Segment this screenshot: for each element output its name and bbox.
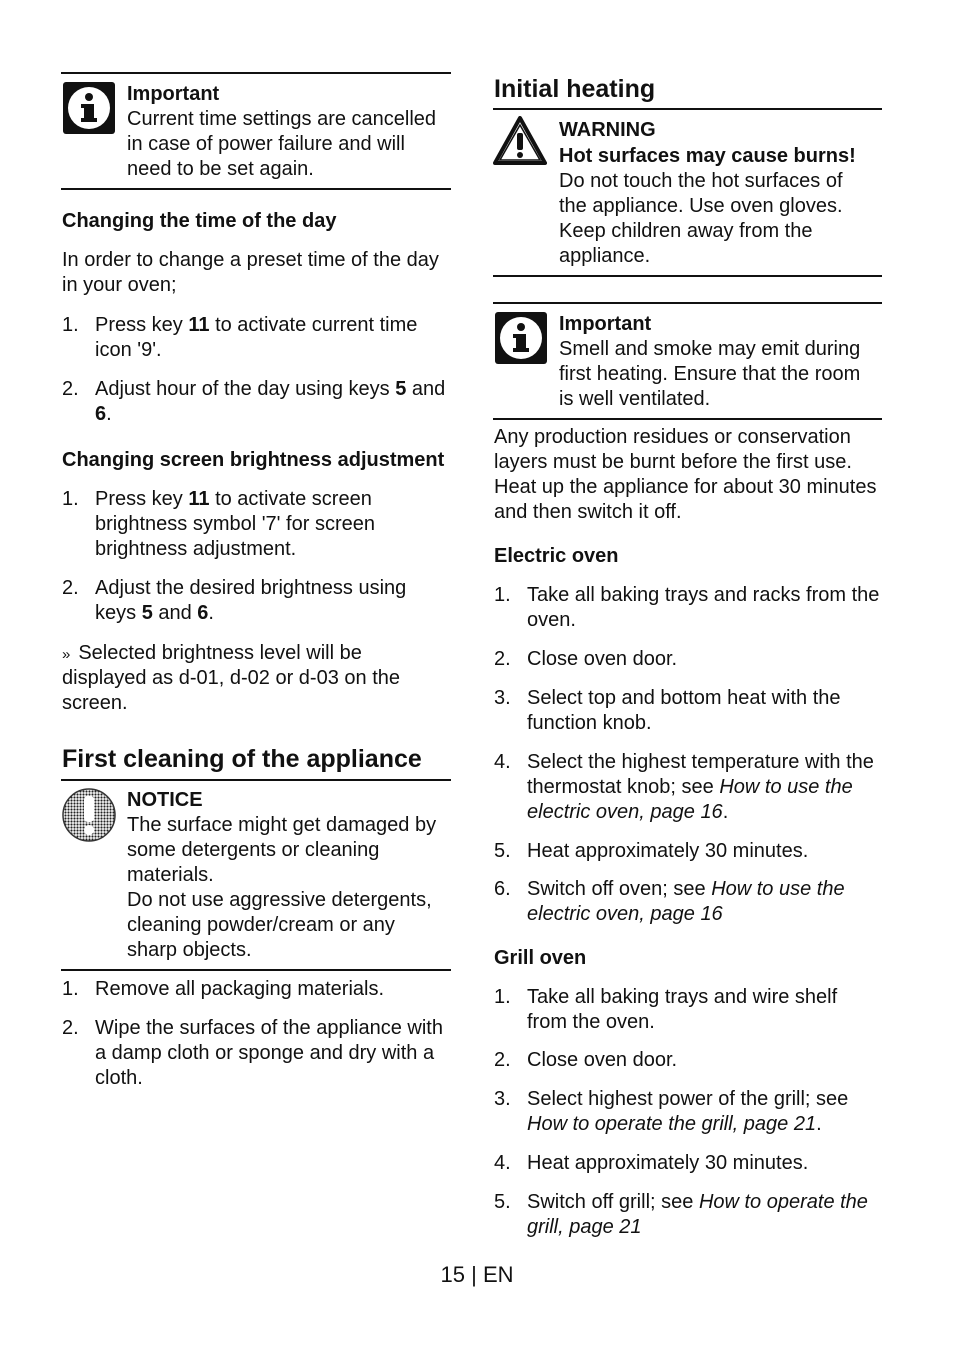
notice-title: NOTICE: [127, 789, 203, 811]
result-marker: »: [62, 646, 71, 663]
text-span: .: [722, 801, 729, 823]
page-footer: [0, 1262, 954, 1288]
important-title: Important: [559, 313, 652, 335]
list-text: brightness adjustment.: [95, 538, 297, 560]
result-line: screen.: [62, 692, 128, 714]
text-span: Press key: [95, 488, 189, 510]
text-span: thermostat knob; see: [527, 776, 720, 798]
subheading: Grill oven: [494, 947, 587, 969]
list-text: [527, 1190, 868, 1215]
key-number: 11: [188, 314, 210, 336]
warning-title: WARNING: [559, 119, 656, 141]
key-number: 5: [141, 602, 153, 624]
list-text: brightness symbol '7' for screen: [95, 513, 375, 535]
paragraph-line: Heat up the appliance for about 30 minutes: [494, 476, 877, 498]
text-span: .: [106, 403, 112, 425]
section-heading: Initial heating: [494, 75, 656, 103]
paragraph-line: and then switch it off.: [494, 501, 682, 523]
divider: [493, 275, 882, 277]
list-text: Select highest power of the grill; see: [527, 1088, 849, 1110]
divider: [493, 302, 882, 304]
list-text: [95, 377, 445, 402]
list-item: [62, 487, 457, 562]
list-number: 5.: [494, 1191, 511, 1213]
paragraph-line: Any production residues or conservation: [494, 426, 851, 448]
list-number: 1.: [62, 488, 79, 510]
list-item: [494, 647, 894, 672]
text-span: to activate current time: [209, 314, 418, 336]
cross-reference: How to use the: [711, 878, 845, 900]
notice-text-line: materials.: [127, 864, 214, 886]
warning-text-line: Keep children away from the: [559, 220, 813, 242]
text-span: .: [816, 1113, 822, 1135]
notice-text-line: cleaning powder/cream or any: [127, 914, 395, 936]
warning-text-line: Do not touch the hot surfaces of: [559, 170, 843, 192]
text-span: keys: [95, 602, 142, 624]
list-number: 2.: [62, 1017, 79, 1039]
divider: [61, 188, 451, 190]
list-text: [95, 487, 372, 512]
list-text: [527, 1215, 642, 1240]
divider: [61, 779, 451, 781]
key-number: 6: [197, 602, 209, 624]
list-number: 5.: [494, 840, 511, 862]
list-text: from the oven.: [527, 1011, 655, 1033]
list-text: [95, 601, 214, 626]
section-heading: First cleaning of the appliance: [62, 745, 422, 773]
list-text: [527, 877, 845, 902]
list-item: [494, 839, 894, 864]
warning-text-line: appliance.: [559, 245, 651, 267]
list-text: [95, 313, 417, 338]
list-text: cloth.: [95, 1067, 143, 1089]
page-number: 15: [440, 1262, 465, 1287]
warning-triangle-icon: [493, 116, 547, 166]
list-item: [494, 583, 894, 633]
text-span: Switch off grill; see: [527, 1191, 699, 1213]
important-title: Important: [127, 83, 220, 105]
list-number: 2.: [62, 577, 79, 599]
important-text-line: Current time settings are cancelled: [127, 108, 437, 130]
list-text: function knob.: [527, 712, 652, 734]
list-text: [527, 775, 853, 800]
result-line: [62, 641, 362, 667]
list-text: Take all baking trays and racks from the: [527, 584, 880, 606]
important-text-line: is well ventilated.: [559, 388, 711, 410]
list-number: 6.: [494, 878, 511, 900]
notice-text-line: The surface might get damaged by: [127, 814, 437, 836]
list-item: [494, 1048, 894, 1073]
info-icon: [62, 81, 116, 135]
list-text: [527, 800, 728, 825]
key-number: 11: [188, 488, 210, 510]
list-number: 4.: [494, 751, 511, 773]
important-text-line: in case of power failure and will: [127, 133, 405, 155]
divider: [61, 969, 451, 971]
list-item: [494, 985, 894, 1035]
notice-text-line: sharp objects.: [127, 939, 252, 961]
list-text: [527, 902, 723, 927]
list-item: [494, 877, 894, 927]
divider: [493, 418, 882, 420]
important-text-line: Smell and smoke may emit during: [559, 338, 861, 360]
list-item: [62, 1016, 457, 1091]
list-number: 3.: [494, 687, 511, 709]
list-text: Remove all packaging materials.: [95, 978, 385, 1000]
list-number: 3.: [494, 1088, 511, 1110]
important-text-line: first heating. Ensure that the room: [559, 363, 861, 385]
text-span: and: [406, 378, 446, 400]
list-number: 1.: [494, 986, 511, 1008]
text-span: to activate screen: [209, 488, 372, 510]
cross-reference: grill, page 21: [527, 1216, 642, 1238]
list-text: Wipe the surfaces of the appliance with: [95, 1017, 443, 1039]
warning-subtitle: Hot surfaces may cause burns!: [559, 145, 856, 167]
list-item: [62, 977, 457, 1002]
list-text: Adjust the desired brightness using: [95, 577, 407, 599]
text-span: .: [208, 602, 214, 624]
list-text: Heat approximately 30 minutes.: [527, 1152, 809, 1174]
cross-reference: How to operate the: [698, 1191, 868, 1213]
divider: [493, 108, 882, 110]
list-number: 1.: [62, 978, 79, 1000]
result-line: displayed as d-01, d-02 or d-03 on the: [62, 667, 400, 689]
list-item: [62, 377, 457, 427]
list-item: [62, 576, 457, 626]
list-text: Close oven door.: [527, 1049, 678, 1071]
paragraph-line: in your oven;: [62, 274, 177, 296]
list-text: Heat approximately 30 minutes.: [527, 840, 809, 862]
list-text: icon '9'.: [95, 339, 162, 361]
list-number: 2.: [494, 1049, 511, 1071]
text-span: Selected brightness level will be: [78, 642, 362, 664]
language-code: EN: [482, 1262, 514, 1287]
list-number: 1.: [494, 584, 511, 606]
list-number: 4.: [494, 1152, 511, 1174]
subheading: Electric oven: [494, 545, 619, 567]
text-span: and: [152, 602, 198, 624]
notice-text-line: some detergents or cleaning: [127, 839, 380, 861]
list-number: 1.: [62, 314, 79, 336]
key-number: 5: [395, 378, 407, 400]
paragraph-line: In order to change a preset time of the day: [62, 249, 439, 271]
list-text: [95, 402, 112, 427]
list-number: 2.: [62, 378, 79, 400]
notice-icon: [61, 787, 117, 843]
list-text: Select the highest temperature with the: [527, 751, 874, 773]
text-span: Adjust hour of the day using keys: [95, 378, 396, 400]
divider: [61, 72, 451, 74]
text-span: Switch off oven; see: [527, 878, 712, 900]
list-item: [494, 1190, 894, 1240]
info-icon: [494, 311, 548, 365]
footer-separator: |: [471, 1262, 477, 1287]
cross-reference: electric oven, page 16: [527, 801, 723, 823]
warning-text-line: the appliance. Use oven gloves.: [559, 195, 843, 217]
important-text-line: need to be set again.: [127, 158, 314, 180]
list-text: Close oven door.: [527, 648, 678, 670]
list-item: [494, 1151, 894, 1176]
list-text: [527, 1112, 822, 1137]
list-item: [494, 1087, 894, 1137]
subheading: Changing screen brightness adjustment: [62, 449, 445, 471]
cross-reference: electric oven, page 16: [527, 903, 723, 925]
list-text: Take all baking trays and wire shelf: [527, 986, 838, 1008]
cross-reference: How to operate the grill, page 21: [527, 1113, 817, 1135]
notice-text-line: Do not use aggressive detergents,: [127, 889, 432, 911]
list-item: [494, 686, 894, 736]
paragraph-line: layers must be burnt before the first use.: [494, 451, 852, 473]
subheading: Changing the time of the day: [62, 210, 337, 232]
list-text: Select top and bottom heat with the: [527, 687, 841, 709]
key-number: 6: [95, 403, 107, 425]
list-number: 2.: [494, 648, 511, 670]
list-item: [62, 313, 457, 363]
list-text: a damp cloth or sponge and dry with a: [95, 1042, 435, 1064]
text-span: Press key: [95, 314, 189, 336]
list-item: [494, 750, 894, 825]
list-text: oven.: [527, 609, 576, 631]
cross-reference: How to use the: [719, 776, 853, 798]
